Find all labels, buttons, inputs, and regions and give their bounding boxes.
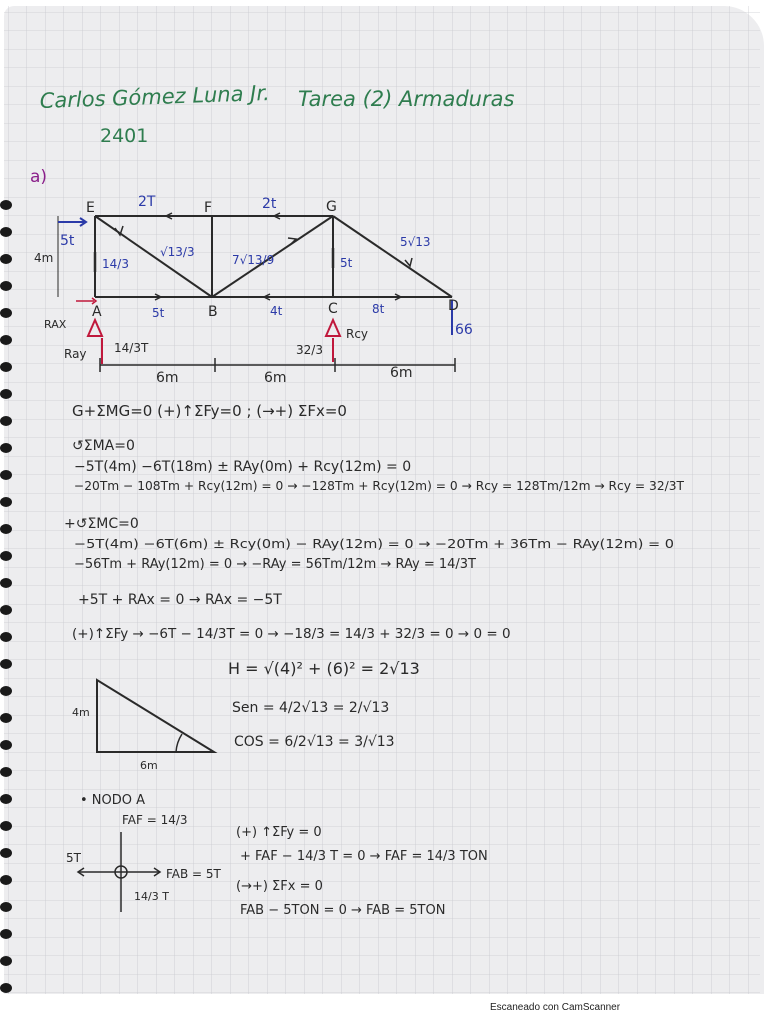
rcy-label: Rcy [346, 327, 369, 341]
equation-7: −56Tm + RAy(12m) = 0 → −RAy = 56Tm/12m → RAy = 14/3T [74, 557, 476, 572]
triangle-side-v: 4m [72, 706, 90, 719]
load-left-label: 5t [60, 233, 75, 249]
node-label-g: G [326, 199, 337, 215]
member-label-cg: 5t [340, 256, 353, 270]
top-label-1: 2T [138, 194, 156, 210]
node-label-e: E [86, 200, 95, 216]
scanner-watermark: Escaneado con CamScanner [490, 1002, 621, 1013]
hypotenuse-formula: H = √(4)² + (6)² = 2√13 [228, 659, 420, 678]
sin-formula: Sen = 4/2√13 = 2/√13 [232, 700, 390, 716]
equation-5: +↺ΣMC=0 [64, 516, 139, 532]
node-label-b: B [208, 304, 218, 320]
node-a-eq4: FAB − 5TON = 0 → FAB = 5TON [240, 903, 446, 918]
student-id: 2401 [100, 125, 149, 147]
member-label-bg: 7√13/9 [232, 253, 275, 267]
top-label-2: 2t [262, 196, 277, 212]
node-a-eq2: + FAF − 14/3 T = 0 → FAF = 14/3 TON [240, 849, 488, 864]
equation-4: −20Tm − 108Tm + Rcy(12m) = 0 → −128Tm + Rcy(12m) = 0 → Rcy = 128Tm/12m → Rcy = 32/3T [74, 478, 685, 493]
equation-3: −5T(4m) −6T(18m) ± RAy(0m) + Rcy(12m) = 0 [74, 459, 412, 475]
member-label-bc: 4t [270, 304, 283, 318]
height-label: 4m [34, 251, 54, 265]
equation-6: −5T(4m) −6T(6m) ± Rcy(0m) − RAy(12m) = 0 → −20Tm + 36Tm − RAy(12m) = 0 [74, 536, 675, 551]
member-label-eb: √13/3 [160, 245, 195, 259]
grid-pattern [4, 6, 760, 994]
equation-1: G+ΣMG=0 (+)↑ΣFy=0 ; (→+) ΣFx=0 [72, 402, 347, 420]
node-a-bottom-force: 14/3 T [134, 890, 169, 903]
equation-9: (+)↑ΣFy → −6T − 14/3T = 0 → −18/3 = 14/3 + 32/3 = 0 → 0 = 0 [72, 626, 511, 642]
node-a-title: • NODO A [80, 793, 146, 808]
node-label-d: D [448, 298, 459, 314]
cos-formula: COS = 6/2√13 = 3/√13 [234, 734, 395, 750]
node-a-eq1: (+) ↑ΣFy = 0 [236, 825, 322, 840]
node-label-c: C [328, 301, 338, 317]
node-a-left-force: 5T [66, 851, 81, 865]
section-label: a) [30, 167, 48, 187]
triangle-side-h: 6m [140, 759, 158, 772]
equation-2: ↺ΣMA=0 [72, 438, 135, 454]
node-a-fab: FAB = 5T [166, 867, 221, 881]
scanner-footer [0, 1000, 768, 1024]
load-right-label: 66 [455, 322, 473, 338]
rcy-value: 32/3 [296, 343, 323, 357]
member-label-gd: 5√13 [400, 235, 431, 249]
member-label-ae: 14/3 [102, 257, 129, 271]
ray-label: Ray [64, 347, 87, 361]
task-title: Tarea (2) Armaduras [298, 87, 515, 111]
node-a-eq3: (→+) ΣFx = 0 [236, 879, 323, 894]
member-label-cd: 8t [372, 302, 385, 316]
member-label-ab: 5t [152, 306, 165, 320]
rax-label: RAX [44, 318, 67, 331]
span-1: 6m [156, 370, 179, 386]
equation-8: +5T + RAx = 0 → RAx = −5T [78, 592, 282, 608]
node-label-f: F [204, 200, 213, 216]
span-3: 6m [390, 365, 413, 381]
student-name: Carlos Gómez Luna Jr. [39, 80, 271, 113]
node-a-faf: FAF = 14/3 [122, 813, 188, 827]
ray-value: 14/3T [114, 341, 149, 355]
node-label-a: A [92, 304, 102, 320]
span-2: 6m [264, 370, 287, 386]
